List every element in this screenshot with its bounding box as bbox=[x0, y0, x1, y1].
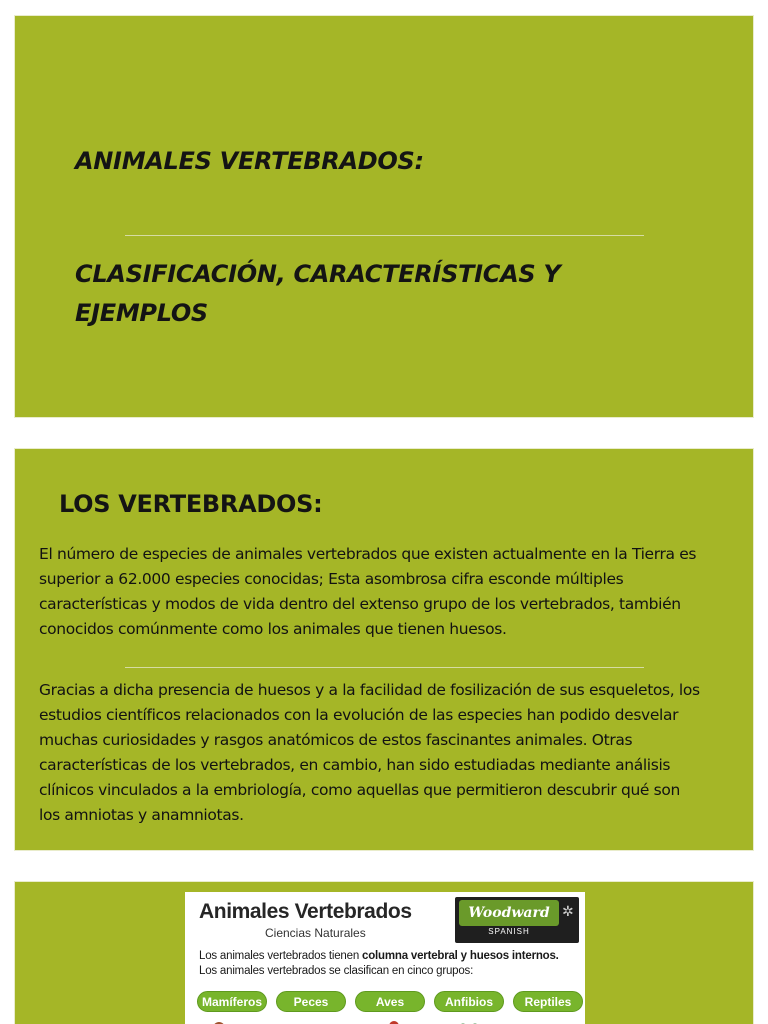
woodward-brand: Woodward bbox=[459, 900, 559, 926]
fern-icon: ✲ bbox=[562, 903, 574, 919]
paragraph-2-line: muchas curiosidades y rasgos anatómicos de estos fascinantes animales. Otras bbox=[39, 731, 633, 749]
slide-subtitle-line1: CLASIFICACIÓN, CARACTERÍSTICAS Y bbox=[75, 260, 561, 288]
poster-line-2: Los animales vertebrados se clasifican en cinco grupos: bbox=[199, 965, 474, 977]
woodward-brand-sub: SPANISH bbox=[488, 927, 530, 936]
slide-title: ANIMALES VERTEBRADOS: bbox=[75, 147, 424, 175]
paragraph-2-line: características de los vertebrados, en cambio, han sido estudiadas mediante análisis bbox=[39, 756, 671, 774]
paragraph-1-line: conocidos comúnmente como los animales que tienen huesos. bbox=[39, 620, 507, 638]
group-anfibios: Anfibios bbox=[434, 991, 504, 1012]
poster-subtitle: Ciencias Naturales bbox=[265, 926, 366, 940]
group-reptiles: Reptiles bbox=[513, 991, 583, 1012]
title-slide bbox=[14, 15, 754, 418]
woodward-logo bbox=[455, 897, 579, 943]
group-list bbox=[197, 991, 583, 1012]
group-aves: Aves bbox=[355, 991, 425, 1012]
vertebrados-poster bbox=[185, 892, 585, 1024]
poster-title: Animales Vertebrados bbox=[199, 900, 412, 923]
group-peces: Peces bbox=[276, 991, 346, 1012]
divider bbox=[125, 667, 644, 668]
poster-slide bbox=[14, 881, 754, 1024]
poster-line-1-bold: columna vertebral y huesos internos. bbox=[362, 950, 559, 962]
paragraph-2-line: los amniotas y anamniotas. bbox=[39, 806, 244, 824]
paragraph-1-line: superior a 62.000 especies conocidas; Esta asombrosa cifra esconde múltiples bbox=[39, 570, 624, 588]
slide-subtitle-line2: EJEMPLOS bbox=[75, 299, 208, 327]
paragraph-1-line: El número de especies de animales vertebrados que existen actualmente en la Tierra es bbox=[39, 545, 697, 563]
divider bbox=[125, 235, 644, 236]
paragraph-2-line: clínicos vinculados a la embriología, como aquellas que permitieron descubrir qué son bbox=[39, 781, 681, 799]
poster-line-1 bbox=[199, 950, 559, 962]
poster-line-1-text: Los animales vertebrados tienen bbox=[199, 950, 363, 962]
vertebrados-slide bbox=[14, 448, 754, 851]
section-title: LOS VERTEBRADOS: bbox=[59, 490, 323, 518]
animal-illustrations bbox=[199, 1016, 579, 1024]
paragraph-2-line: Gracias a dicha presencia de huesos y a la facilidad de fosilización de sus esqueletos, los bbox=[39, 681, 700, 699]
paragraph-1-line: características y modos de vida dentro del extenso grupo de los vertebrados, también bbox=[39, 595, 681, 613]
paragraph-2-line: estudios científicos relacionados con la evolución de las especies han podido desvelar bbox=[39, 706, 679, 724]
group-mamiferos: Mamíferos bbox=[197, 991, 267, 1012]
paragraph-2 bbox=[39, 678, 739, 828]
paragraph-1 bbox=[39, 542, 739, 642]
